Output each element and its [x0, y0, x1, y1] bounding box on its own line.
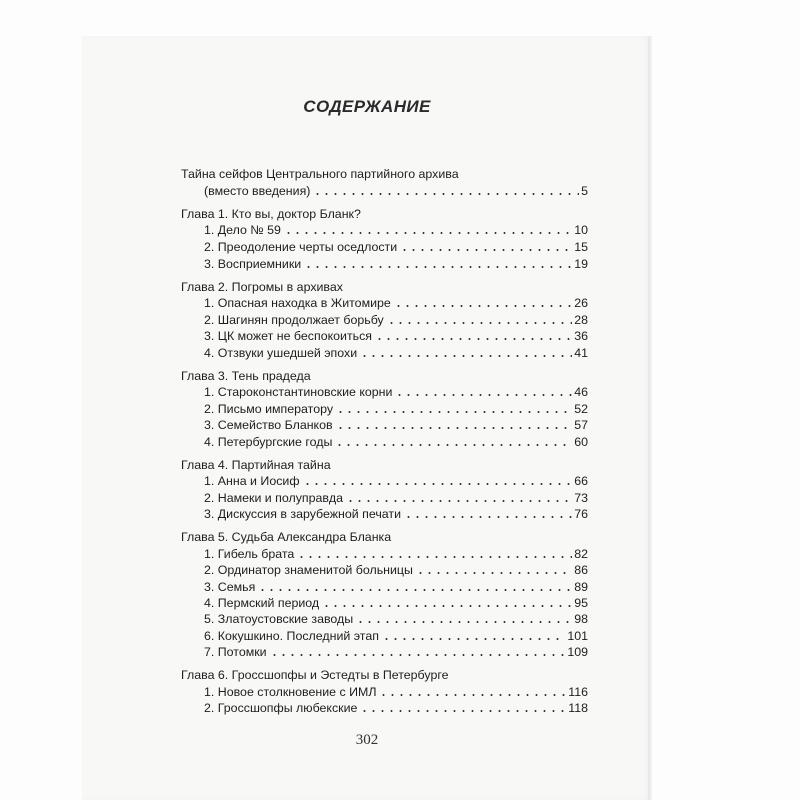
toc-entry-label: 3. Семья	[204, 580, 256, 594]
toc-page-number: 5	[581, 184, 588, 198]
toc-page-number: 95	[574, 596, 588, 610]
toc-entry-label: 2. Шагинян продолжает борьбу	[204, 313, 384, 327]
toc-entry	[204, 628, 588, 645]
toc-entry-label: 1. Гибель брата	[204, 547, 295, 561]
toc-page-number: 46	[574, 385, 588, 399]
toc-entry-label: 2. Преодоление черты оседлости	[204, 240, 398, 254]
leader-dots	[382, 638, 565, 640]
chapter-heading: Глава 5. Судьба Александра Бланка	[181, 530, 392, 544]
leader-dots	[322, 605, 572, 607]
leader-dots	[258, 589, 572, 591]
toc-entry-label: 2. Намеки и полуправда	[204, 491, 343, 505]
toc-entry-label: 1. Дело № 59	[204, 223, 281, 237]
toc-entry-label: 6. Кокушкино. Последний этап	[204, 629, 379, 643]
toc-page-number: 10	[574, 223, 588, 237]
leader-dots	[284, 232, 572, 234]
toc-entry	[204, 295, 588, 312]
toc-page-number: 101	[567, 629, 588, 643]
page-number: 302	[355, 732, 379, 748]
leader-dots	[346, 500, 572, 502]
toc-entry	[204, 239, 588, 256]
toc-entry-label: 1. Анна и Иосиф	[204, 474, 300, 488]
toc-entry	[204, 595, 588, 612]
toc-page-number: 19	[574, 257, 588, 271]
leader-dots	[336, 411, 572, 413]
toc-intro-line2: (вместо введения)	[204, 184, 311, 198]
toc-entry	[204, 546, 588, 563]
toc-page-number: 82	[574, 547, 588, 561]
toc-page-number: 52	[574, 402, 588, 416]
leader-dots	[394, 305, 572, 307]
toc-entry-label: 1. Опасная находка в Житомире	[204, 296, 391, 310]
toc-page-number: 60	[574, 435, 588, 449]
toc-entry	[204, 490, 588, 507]
leader-dots	[336, 427, 573, 429]
toc-entry	[204, 684, 588, 701]
toc-entry-label: 3. Восприемники	[204, 257, 302, 271]
toc-page-number: 66	[574, 474, 588, 488]
leader-dots	[356, 621, 572, 623]
toc-page-number: 26	[574, 296, 588, 310]
toc-entry-label: 3. Дискуссия в зарубежной печати	[204, 507, 402, 521]
toc-intro-entry	[204, 183, 588, 200]
toc-page-number: 89	[574, 580, 588, 594]
leader-dots	[304, 266, 572, 268]
toc-entry-label: 4. Отзвуки ушедшей эпохи	[204, 346, 358, 360]
toc-entry	[204, 401, 588, 418]
toc-entry-label: 3. Семейство Бланков	[204, 418, 333, 432]
toc-page-number: 28	[574, 313, 588, 327]
toc-entry-label: 4. Пермский период	[204, 596, 320, 610]
toc-entry	[204, 328, 588, 345]
toc-entry-label: 3. ЦК может не беспокоиться	[204, 329, 372, 343]
toc-entry	[204, 579, 588, 596]
toc-entry	[204, 256, 588, 273]
toc-entry	[204, 434, 588, 451]
toc-entry	[204, 384, 588, 401]
leader-dots	[313, 193, 579, 195]
toc-page-number: 57	[574, 418, 588, 432]
leader-dots	[297, 556, 572, 558]
toc-entry	[204, 222, 588, 239]
leader-dots	[360, 355, 572, 357]
toc-entry-label: 1. Староконстантиновские корни	[204, 385, 393, 399]
chapter-heading: Глава 2. Погромы в архивах	[181, 280, 343, 294]
toc-entry-label: 5. Златоустовские заводы	[204, 612, 354, 626]
leader-dots	[416, 572, 572, 574]
toc-entry	[204, 417, 588, 434]
toc-entry	[204, 644, 588, 661]
leader-dots	[404, 516, 572, 518]
toc-page-number: 15	[574, 240, 588, 254]
toc-page-number: 116	[568, 685, 588, 699]
toc-page-number: 73	[574, 491, 588, 505]
toc-entry	[204, 700, 588, 717]
toc-page-number: 118	[568, 701, 588, 715]
toc-entry-label: 2. Гроссшопфы любекские	[204, 701, 358, 715]
toc-page-number: 76	[574, 507, 588, 521]
toc-entry	[204, 345, 588, 362]
chapter-heading: Глава 6. Гроссшопфы и Эстедты в Петербурге	[181, 668, 449, 682]
toc-page-number: 109	[567, 645, 588, 659]
leader-dots	[335, 444, 572, 446]
toc-entry	[204, 611, 588, 628]
toc-entry-label: 7. Потомки	[204, 645, 267, 659]
page-title: СОДЕРЖАНИЕ	[303, 97, 431, 116]
toc-entry	[204, 506, 588, 523]
leader-dots	[375, 338, 572, 340]
toc-entry-label: 2. Ординатор знаменитой больницы	[204, 563, 413, 577]
toc-entry-label: 2. Письмо императору	[204, 402, 334, 416]
leader-dots	[400, 249, 572, 251]
toc-entry	[204, 312, 588, 329]
toc-page-number: 41	[574, 346, 588, 360]
toc-entry-label: 1. Новое столкновение с ИМЛ	[204, 685, 377, 699]
leader-dots	[379, 694, 566, 696]
toc-entry-label: 4. Петербургские годы	[204, 435, 333, 449]
toc-entry	[204, 562, 588, 579]
leader-dots	[360, 710, 566, 712]
toc-page-number: 98	[574, 612, 588, 626]
toc-page-number: 36	[574, 329, 588, 343]
leader-dots	[303, 483, 573, 485]
leader-dots	[387, 322, 572, 324]
toc-page-number: 86	[574, 563, 588, 577]
leader-dots	[270, 654, 566, 656]
leader-dots	[395, 394, 572, 396]
chapter-heading: Глава 4. Партийная тайна	[181, 458, 331, 472]
chapter-heading: Глава 3. Тень прадеда	[181, 369, 311, 383]
chapter-heading: Глава 1. Кто вы, доктор Бланк?	[181, 207, 361, 221]
toc-entry	[204, 473, 588, 490]
toc-intro-line1: Тайна сейфов Центрального партийного архива	[181, 167, 459, 181]
